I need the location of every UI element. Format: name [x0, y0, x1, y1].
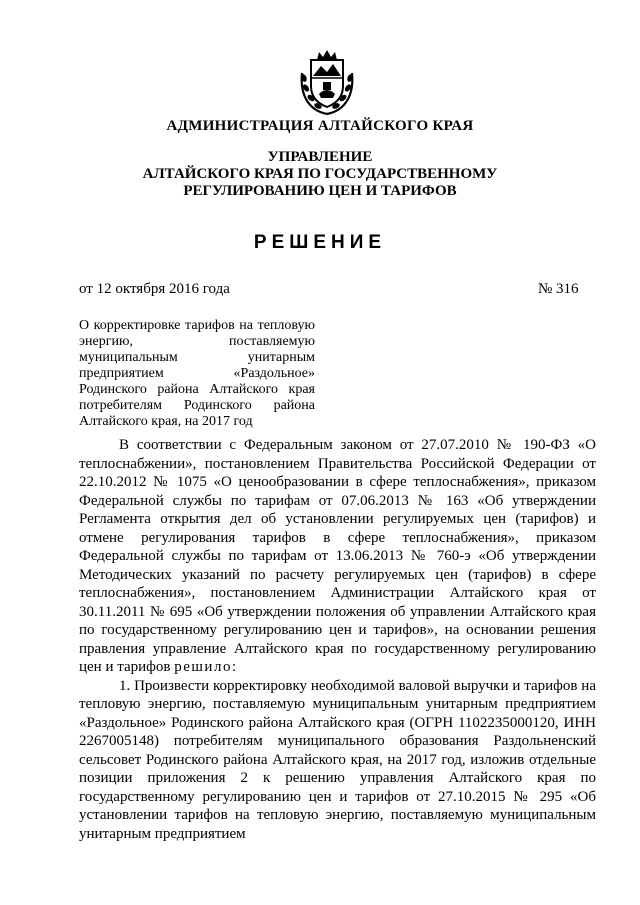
item-1-paragraph: 1. Произвести корректировку необходимой валовой выручки и тарифов на тепловую энергию, поставляемую муниципальным унитарным предприятием «Раздольное» Родинского района Алтайского края (ОГРН 1102235000120, ИНН 2267005148) потребителям муниципального образования Раздольненский сельсовет Родинского района Алтайского края, на 2017 год, изложив отдельные позиции приложения 2 к решению управления Алтайского края по государственному регулированию цен и тарифов от 27.10.2015 № 295 «Об установлении тарифов на тепловую энергию, поставляемую муниципальным унитарным предприятием [79, 677, 596, 842]
document-date: от 12 октября 2016 года [79, 281, 230, 297]
administration-name: АДМИНИСТРАЦИЯ АЛТАЙСКОГО КРАЯ [166, 118, 474, 134]
document-subject: О корректировке тарифов на тепловую энергию, поставляемую муниципальным унитарным предприятием «Раздольное» Родинского района Алтайского края потребителям Родинского района Алтайского края, на 2017 год [79, 318, 315, 429]
document-number: № 316 [538, 281, 579, 297]
coat-of-arms-emblem [297, 48, 357, 118]
preamble-paragraph: В соответствии с Федеральным законом от 27.07.2010 № 190-ФЗ «О теплоснабжении», постановлением Правительства Российской Федерации от 22.10.2012 № 1075 «О ценообразовании в сфере теплоснабжения», приказом Федеральной службы по тарифам от 07.06.2013 № 163 «Об утверждении Регламента открытия дел об установлении регулируемых цен (тарифов) и отмене регулирования тарифов в сфере теплоснабжения», приказом Федеральной службы по тарифам от 13.06.2013 № 760-э «Об утверждении Методических указаний по расчету регулируемых цен (тарифов) в сфере теплоснабжения», постановлением Администрации Алтайского края от 30.11.2011 № 695 «Об утверждении положения об управлении Алтайского края по государственному регулированию цен и тарифов», на основании решения правления управление Алтайского края по государственному регулированию цен и тарифов решило: [79, 437, 596, 675]
department-line: РЕГУЛИРОВАНИЮ ЦЕН И ТАРИФОВ [183, 183, 457, 199]
department-line: АЛТАЙСКОГО КРАЯ ПО ГОСУДАРСТВЕННОМУ [142, 166, 498, 182]
department-line: УПРАВЛЕНИЕ [267, 149, 373, 165]
document-title: РЕШЕНИЕ [253, 232, 387, 253]
department-name [0, 149, 640, 200]
document-body [79, 436, 596, 843]
preamble-text: В соответствии с Федеральным законом от 27.07.2010 № 190-ФЗ «О теплоснабжении», постановлением Правительства Российской Федерации от 22.10.2012 № 1075 «О ценообразовании в сфере теплоснабжения», приказом Федеральной службы по тарифам от 07.06.2013 № 163 «Об утверждении Регламента открытия дел об установлении регулируемых цен (тарифов) и отмене регулирования тарифов в сфере теплоснабжения», приказом Федеральной службы по тарифам от 13.06.2013 № 760-э «Об утверждении Методических указаний по расчету регулируемых цен (тарифов) в сфере теплоснабжения», постановлением Администрации Алтайского края от 30.11.2011 № 695 «Об утверждении положения об управлении Алтайского края по государственному регулированию цен и тарифов», на основании решения правления управление Алтайского края по государственному регулированию цен и тарифов [79, 437, 596, 675]
decided-word: решило [174, 659, 232, 675]
